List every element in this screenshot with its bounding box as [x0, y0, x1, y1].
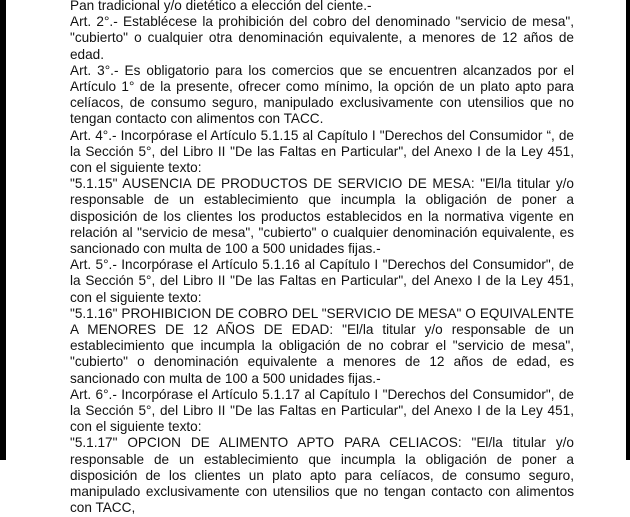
- paragraph-5-1-16: "5.1.16" PROHIBICION DE COBRO DEL "SERVICIO DE MESA" O EQUIVALENTE A MENORES DE 12 AÑOS DE EDAD: "El/la titular y/o responsable de un establecimiento que incumpla la obligación de no cobrar el "servicio de mesa", "cubierto" o denominación equivalente a menores de 12 años de edad, es sancionado con multa de 100 a 500 unidades fijas.-: [70, 305, 574, 386]
- paragraph-art-6: Art. 6°.- Incorpórase el Artículo 5.1.17 al Capítulo I "Derechos del Consumidor", de la Sección 5°, del Libro II "De las Faltas en Particular", del Anexo I de la Ley 451, con el siguiente texto:: [70, 386, 574, 435]
- paragraph-5-1-17: "5.1.17" OPCION DE ALIMENTO APTO PARA CELIACOS: "El/la titular y/o responsable de un establecimiento que incumpla la obligación de poner a disposición de los clientes un plato apto para celíacos, de consumo seguro, manipulado exclusivamente con utensilios que no tengan contacto con alimentos con TACC,: [70, 435, 574, 516]
- paragraph-art-4: Art. 4°.- Incorpórase el Artículo 5.1.15 al Capítulo I "Derechos del Consumidor “, de la Sección 5°, del Libro II "De las Faltas en Particular", del Anexo I de la Ley 451, con el siguiente texto:: [70, 127, 574, 176]
- document-body: [70, 0, 574, 517]
- paragraph-art-5: Art. 5°.- Incorpórase el Artículo 5.1.16 al Capítulo I "Derechos del Consumidor", de la Sección 5°, del Libro II "De las Faltas en Particular", del Anexo I de la Ley 451, con el siguiente texto:: [70, 257, 574, 305]
- paragraph-closing-line: Pan tradicional y/o dietético a elección del ciente.-: [70, 0, 372, 13]
- paragraph-art-3: Art. 3°.- Es obligatorio para los comercios que se encuentren alcanzados por el Artículo 1° de la presente, ofrecer como mínimo, la opción de un plato apto para celíacos, de consumo seguro, manipulado exclusivamente con utensilios que no tengan contacto con alimentos con TACC.: [70, 62, 574, 127]
- paragraph-5-1-15: "5.1.15" AUSENCIA DE PRODUCTOS DE SERVICIO DE MESA: "El/la titular y/o responsable de un establecimiento que incumpla la obligación de poner a disposición de los clientes los productos establecidos en la normativa vigente en relación al "servicio de mesa", "cubierto" o cualquier denominación equivalente, es sancionado con multa de 100 a 500 unidades fijas.-: [70, 176, 574, 257]
- paragraph-art-2: Art. 2°.- Establécese la prohibición del cobro del denominado "servicio de mesa", "cubierto" o cualquier otra denominación equivalente, a menores de 12 años de edad.: [70, 14, 574, 62]
